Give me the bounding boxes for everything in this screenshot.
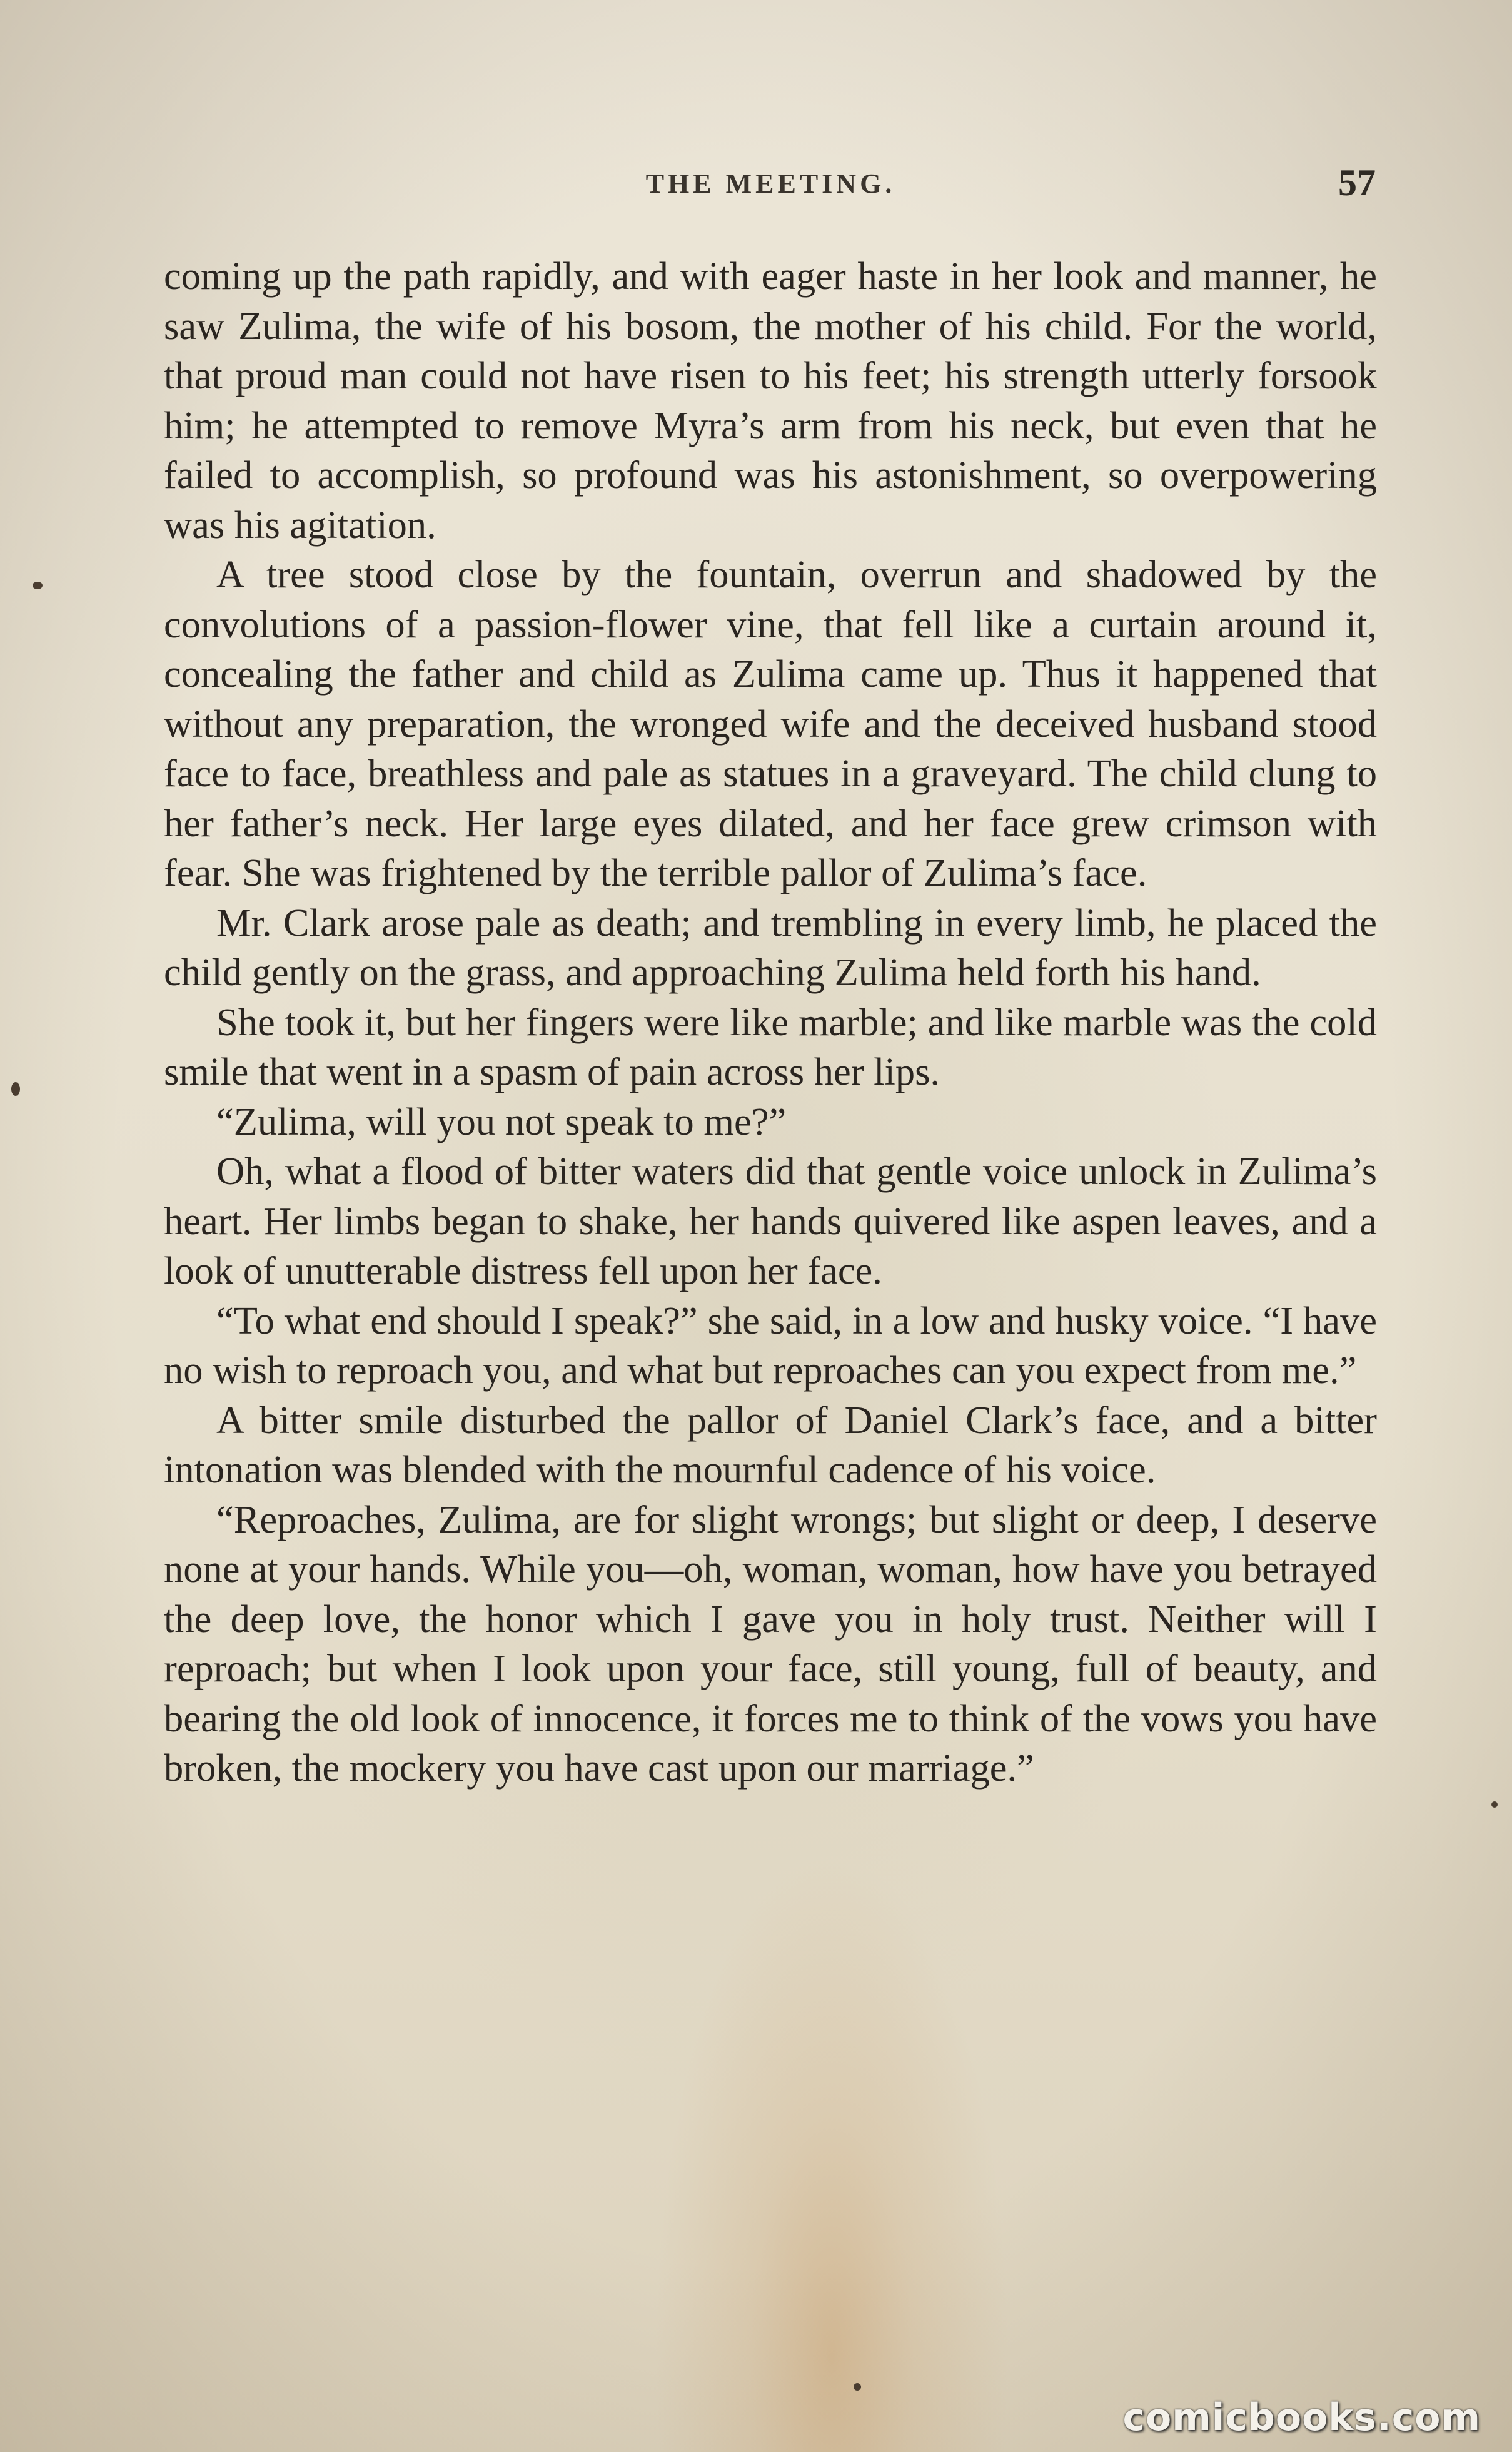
paragraph: “Reproaches, Zulima, are for slight wrongs; but slight or deep, I deserve none at your hands. While you—oh, woman, woman, how have you betrayed the deep love, the honor which I gave you in holy trust. Neither will I reproach; but when I look upon your face, still young, full of beauty, and bearing the old look of innocence, it forces me to think of the vows you have broken, the mockery you have cast upon our marriage.” bbox=[164, 1497, 1377, 1790]
margin-speck bbox=[1491, 1801, 1498, 1808]
paragraph: A bitter smile disturbed the pallor of Daniel Clark’s face, and a bitter intonation was blended with the mournful cadence of his voice. bbox=[164, 1397, 1377, 1491]
running-head bbox=[166, 161, 1376, 211]
margin-speck bbox=[33, 582, 43, 589]
margin-speck bbox=[854, 2383, 861, 2391]
paragraph: “To what end should I speak?” she said, in a low and husky voice. “I have no wish to reproach you, and what but reproaches can you expect from me.” bbox=[164, 1298, 1377, 1392]
paragraph: Oh, what a flood of bitter waters did that gentle voice unlock in Zulima’s heart. Her limbs began to shake, her hands quivered like aspen leaves, and a look of unutterable distress fell upon her face. bbox=[164, 1149, 1377, 1292]
paragraph: coming up the path rapidly, and with eager haste in her look and manner, he saw Zulima, the wife of his bosom, the mother of his child. For the world, that proud man could not have risen to his feet; his strength utterly forsook him; he attempted to remove Myra’s arm from his neck, but even that he failed to accomplish, so profound was his astonishment, so overpowering was his agitation. bbox=[164, 254, 1377, 547]
page-number: 57 bbox=[1338, 162, 1376, 203]
watermark: comicbooks.com bbox=[1122, 2396, 1481, 2439]
body-text bbox=[164, 251, 1377, 1793]
paragraph: Mr. Clark arose pale as death; and trembling in every limb, he placed the child gently on the grass, and approaching Zulima held forth his hand. bbox=[164, 900, 1377, 994]
paragraph: A tree stood close by the fountain, overrun and shadowed by the convolutions of a passion-flower vine, that fell like a curtain around it, concealing the father and child as Zulima came up. Thus it happened that without any preparation, the wronged wife and the deceived husband stood face to face, breathless and pale as statues in a graveyard. The child clung to her father’s neck. Her large eyes dilated, and her face grew crimson with fear. She was frightened by the terrible pallor of Zulima’s face. bbox=[164, 552, 1377, 894]
margin-speck bbox=[11, 1082, 20, 1096]
running-title: THE MEETING. bbox=[645, 168, 896, 199]
paragraph: “Zulima, will you not speak to me?” bbox=[216, 1099, 787, 1143]
paragraph: She took it, but her fingers were like marble; and like marble was the cold smile that went in a spasm of pain across her lips. bbox=[164, 1000, 1377, 1093]
